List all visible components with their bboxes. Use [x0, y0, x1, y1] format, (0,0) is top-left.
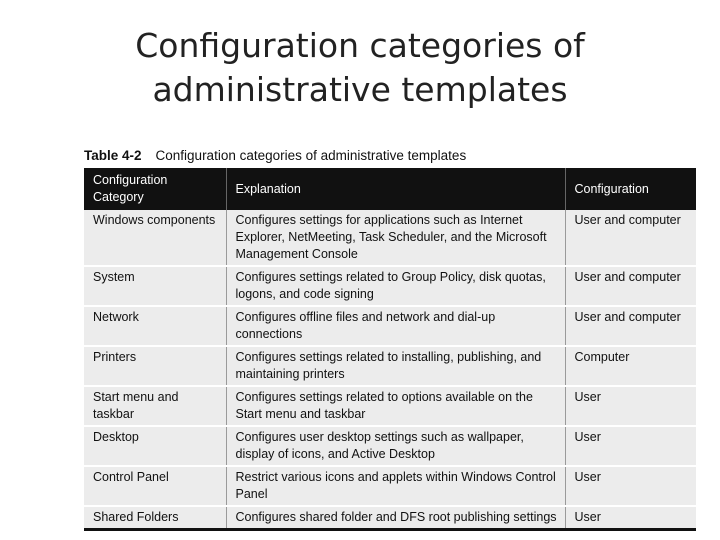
table-caption-text: Configuration categories of administrative templates: [155, 148, 467, 163]
category-cell: Desktop: [84, 426, 226, 466]
configuration-cell: User and computer: [565, 210, 696, 266]
table-body: [84, 210, 696, 530]
table-row: [84, 426, 696, 466]
configuration-cell: User: [565, 506, 696, 530]
slide-title-line-1: Configuration categories of: [135, 26, 585, 65]
configuration-cell: User: [565, 426, 696, 466]
table-row: [84, 306, 696, 346]
table-caption: [84, 146, 696, 168]
explanation-cell: Configures settings related to Group Policy, disk quotas, logons, and code signing: [226, 266, 565, 306]
configuration-cell: User and computer: [565, 306, 696, 346]
table-row: [84, 506, 696, 530]
category-cell: Shared Folders: [84, 506, 226, 530]
category-cell: System: [84, 266, 226, 306]
category-cell: Control Panel: [84, 466, 226, 506]
explanation-cell: Configures settings related to options available on the Start menu and taskbar: [226, 386, 565, 426]
table-row: [84, 346, 696, 386]
table-row: [84, 386, 696, 426]
table-row: [84, 466, 696, 506]
slide-title: [0, 24, 720, 112]
explanation-cell: Configures offline files and network and dial-up connections: [226, 306, 565, 346]
category-cell: Network: [84, 306, 226, 346]
table-row: [84, 266, 696, 306]
configuration-cell: Computer: [565, 346, 696, 386]
table-row: [84, 210, 696, 266]
header-configuration-category: Configuration Category: [84, 168, 226, 210]
configuration-cell: User: [565, 466, 696, 506]
category-cell: Windows components: [84, 210, 226, 266]
table-image: [84, 146, 696, 531]
configuration-cell: User and computer: [565, 266, 696, 306]
table-caption-number: Table 4-2: [84, 148, 142, 163]
category-cell: Start menu and taskbar: [84, 386, 226, 426]
table-header: [84, 168, 696, 210]
explanation-cell: Configures settings related to installing, publishing, and maintaining printers: [226, 346, 565, 386]
explanation-cell: Configures user desktop settings such as wallpaper, display of icons, and Active Desktop: [226, 426, 565, 466]
table-header-row: [84, 168, 696, 210]
slide-title-line-2: administrative templates: [152, 70, 568, 109]
configuration-cell: User: [565, 386, 696, 426]
header-configuration: Configuration: [565, 168, 696, 210]
category-cell: Printers: [84, 346, 226, 386]
header-explanation: Explanation: [226, 168, 565, 210]
configuration-categories-table: [84, 168, 696, 531]
explanation-cell: Restrict various icons and applets within Windows Control Panel: [226, 466, 565, 506]
explanation-cell: Configures settings for applications such as Internet Explorer, NetMeeting, Task Scheduler, and the Microsoft Management Console: [226, 210, 565, 266]
explanation-cell: Configures shared folder and DFS root publishing settings: [226, 506, 565, 530]
